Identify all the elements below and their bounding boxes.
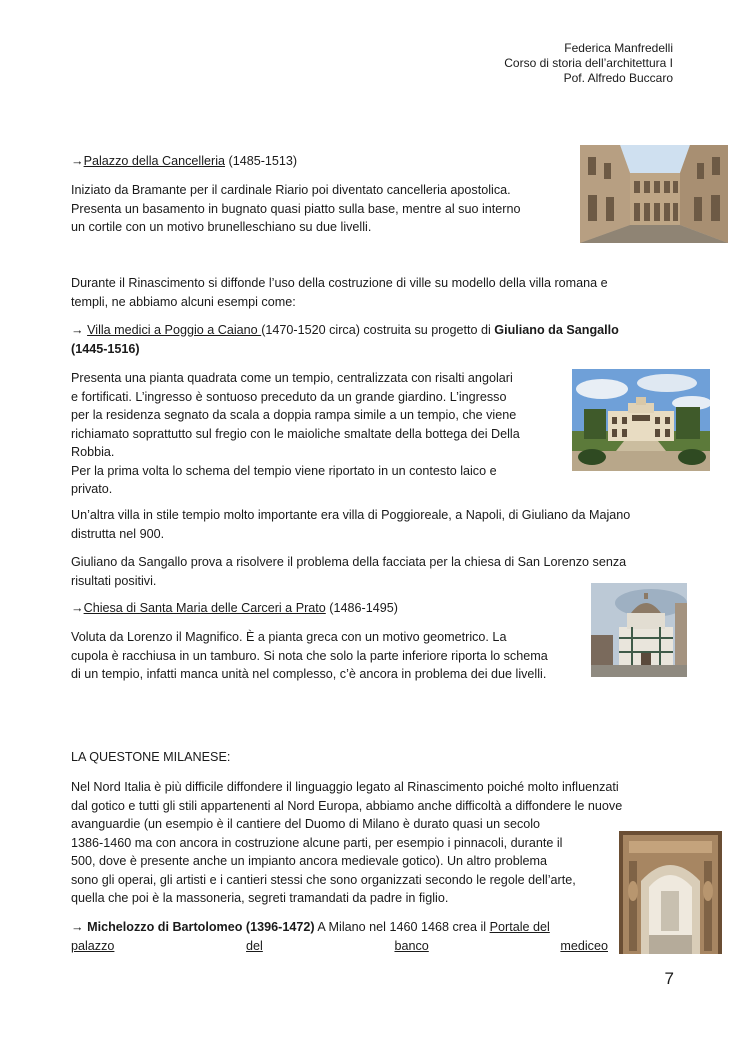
michelozzo-paragraph	[71, 918, 608, 955]
cancelleria-title	[71, 152, 297, 171]
villa-medici-photo	[572, 369, 710, 471]
carceri-church-photo	[591, 583, 687, 677]
carceri-dates: (1486-1495)	[325, 601, 398, 615]
text-line: un cortile con un motivo brunelleschiano su due livelli.	[71, 220, 372, 234]
arrow-glyph: →	[71, 601, 84, 615]
text-line: e fortificati. L’ingresso è sontuoso preceduto da un grande giardino. L’ingresso	[71, 389, 507, 404]
header-author: Federica Manfredelli	[564, 41, 673, 55]
portale-photo	[619, 831, 722, 954]
page-number: 7	[664, 969, 674, 988]
text-line: cupola è racchiusa in un tamburo. Si nota che solo la parte inferiore riporta lo schema	[71, 648, 548, 663]
portale-link[interactable]: Portale del	[489, 920, 550, 934]
michelozzo-name: Michelozzo di Bartolomeo (1396-1472)	[87, 920, 315, 934]
text-line: Durante il Rinascimento si diffonde l’uso della costruzione di ville su modello della villa romana e	[71, 276, 608, 290]
text-line: Presenta un basamento in bugnato quasi piatto sulla base, mentre al suo interno	[71, 201, 521, 216]
san-lorenzo-paragraph	[71, 553, 674, 590]
text-line: 500, dove è presente anche un impianto ancora medievale gotico). Un altro problema	[71, 854, 548, 868]
text-line: Robbia.	[71, 445, 115, 459]
text-line: Nel Nord Italia è più difficile diffondere il linguaggio legato al Rinascimento poiché molto influenzati	[71, 780, 619, 794]
text-line: sono gli operai, gli artisti e i cantieri stessi che sono organizzati secondo le regole dell’arte,	[71, 872, 576, 887]
architect-dates: (1445-1516)	[71, 341, 140, 356]
cancelleria-courtyard-photo	[580, 145, 728, 243]
text-line: Iniziato da Bramante per il cardinale Riario poi diventato cancelleria apostolica.	[71, 183, 511, 197]
text-line: Un’altra villa in stile tempio molto importante era villa di Poggioreale, a Napoli, di Giuliano da Majano	[71, 508, 631, 522]
milanese-paragraph-continued	[71, 815, 608, 908]
ville-intro-paragraph	[71, 274, 674, 311]
text-line: privato.	[71, 482, 113, 496]
link-word[interactable]: palazzo	[71, 938, 115, 953]
text-line: Per la prima volta lo schema del tempio viene riportato in un contesto laico e	[71, 463, 497, 478]
cancelleria-paragraph	[71, 181, 569, 237]
cancelleria-dates: (1485-1513)	[225, 154, 298, 168]
text-line: distrutta nel 900.	[71, 526, 165, 541]
link-word[interactable]: mediceo	[560, 938, 608, 953]
text-line: templi, ne abbiamo alcuni esempi come:	[71, 294, 296, 309]
carceri-paragraph	[71, 628, 580, 684]
text-line: Giuliano da Sangallo prova a risolvere il problema della facciata per la chiesa di San Lorenzo senza	[71, 555, 627, 569]
text-line: Voluta da Lorenzo il Magnifico. È a pianta greca con un motivo geometrico. La	[71, 630, 507, 644]
villa-medici-title	[71, 321, 674, 358]
architect-name: Giuliano da Sangallo	[494, 323, 619, 337]
milanese-paragraph	[71, 778, 674, 815]
poggioreale-paragraph	[71, 506, 674, 543]
text-line: avanguardie (un esempio è il cantiere del Duomo di Milano è durato quasi un secolo	[71, 817, 541, 831]
text-line: risultati positivi.	[71, 573, 157, 588]
carceri-title	[71, 599, 398, 618]
text-line: di un tempio, infatti manca unità nel complesso, c’è ancora in problema dei due livelli.	[71, 667, 547, 681]
villa-medici-dates: (1470-1520 circa) costruita su progetto di	[261, 323, 495, 337]
carceri-link[interactable]: Chiesa di Santa Maria delle Carceri a Prato	[83, 601, 326, 615]
text-line: per la residenza segnato da scala a doppia rampa simile a un tempio, che viene	[71, 408, 517, 422]
page-header	[504, 41, 673, 86]
cancelleria-link[interactable]: Palazzo della Cancelleria	[83, 154, 226, 168]
villa-medici-paragraph	[71, 369, 560, 499]
section-heading: LA QUESTONE MILANESE:	[71, 750, 231, 764]
arrow-glyph: →	[71, 920, 88, 934]
arrow-glyph: →	[71, 323, 88, 337]
arrow-glyph: →	[71, 154, 84, 168]
text-line: quella che poi è la massoneria, segreti tramandati da padre in figlio.	[71, 891, 449, 905]
text-line: richiamato soprattutto sul fregio con le maioliche smaltate della bottega dei Della	[71, 426, 520, 441]
link-word[interactable]: banco	[394, 938, 429, 953]
header-course: Corso di storia dell’architettura I	[504, 56, 673, 70]
portale-link-continued[interactable]	[71, 937, 608, 956]
villa-medici-link[interactable]: Villa medici a Poggio a Caiano	[87, 323, 262, 337]
text-line: 1386-1460 ma con ancora in costruzione alcune parti, per esempio i pinnacoli, durante il	[71, 835, 563, 850]
text-line: Presenta una pianta quadrata come un tempio, centralizzata con risalti angolari	[71, 371, 513, 385]
header-professor: Pof. Alfredo Buccaro	[563, 71, 673, 85]
text-line: dal gotico e tutti gli stili appartenenti al Nord Europa, abbiamo anche difficoltà a diffondere le nuove	[71, 798, 623, 813]
text-span: A Milano nel 1460 1468 crea il	[314, 920, 490, 934]
link-word[interactable]: del	[246, 938, 263, 953]
